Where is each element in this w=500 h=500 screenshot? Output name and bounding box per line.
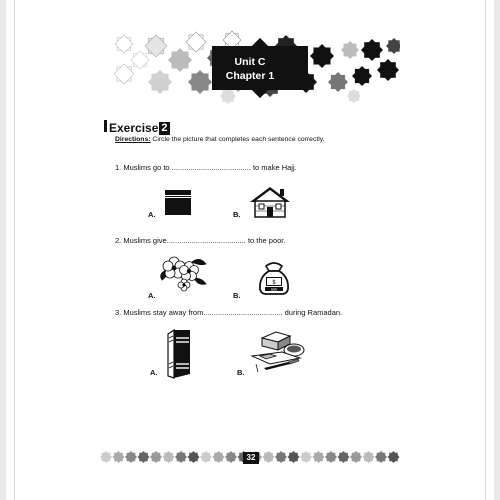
star-shape bbox=[362, 451, 374, 463]
star-shape bbox=[377, 59, 399, 81]
star-shape bbox=[175, 451, 187, 463]
exercise-number: 2 bbox=[161, 121, 168, 134]
star-shape bbox=[114, 64, 134, 84]
star-shape bbox=[262, 451, 274, 463]
star-shape bbox=[220, 88, 236, 104]
banner-title bbox=[190, 55, 310, 83]
star-shape bbox=[300, 451, 312, 463]
q3-option-b-label: B. bbox=[237, 368, 245, 377]
exercise-label: Exercise bbox=[109, 121, 159, 135]
star-shape bbox=[337, 451, 349, 463]
star-shape bbox=[162, 451, 174, 463]
unit-title: Unit C bbox=[234, 56, 266, 68]
svg-text:$: $ bbox=[272, 279, 276, 286]
chapter-title: Chapter 1 bbox=[225, 70, 275, 82]
star-shape bbox=[200, 451, 212, 463]
kaaba-icon[interactable] bbox=[163, 187, 193, 217]
right-margin-line bbox=[485, 0, 486, 500]
star-shape bbox=[275, 451, 287, 463]
question-1: 1. Muslims go to ...................................... to make Hajj. bbox=[115, 163, 297, 172]
star-shape bbox=[112, 451, 124, 463]
star-shape bbox=[187, 451, 199, 463]
star-shape bbox=[361, 39, 383, 61]
star-shape bbox=[312, 451, 324, 463]
left-margin-line bbox=[14, 0, 15, 500]
exercise-heading bbox=[104, 121, 170, 135]
star-shape bbox=[375, 451, 387, 463]
directions-label: Directions: bbox=[115, 136, 151, 143]
q2-option-a-label: A. bbox=[148, 291, 156, 300]
question-2: 2. Muslims give...................................... to the poor. bbox=[115, 236, 286, 245]
heading-marker bbox=[104, 120, 107, 132]
star-shape bbox=[137, 451, 149, 463]
left-gutter bbox=[0, 0, 6, 500]
star-shape bbox=[287, 451, 299, 463]
money-bag-icon[interactable] bbox=[256, 260, 292, 296]
star-shape bbox=[212, 451, 224, 463]
star-shape bbox=[352, 66, 372, 86]
star-shape bbox=[387, 451, 399, 463]
directions bbox=[115, 136, 325, 143]
q2-option-b-label: B. bbox=[233, 291, 241, 300]
star-shape bbox=[125, 451, 137, 463]
star-shape bbox=[168, 48, 192, 72]
star-shape bbox=[150, 451, 162, 463]
q1-option-b-label: B. bbox=[233, 210, 241, 219]
question-3: 3. Muslims stay away from...................................... during Ramadan. bbox=[115, 308, 343, 317]
star-shape bbox=[145, 35, 167, 57]
star-shape bbox=[115, 35, 133, 53]
star-shape bbox=[225, 451, 237, 463]
q1-option-a-label: A. bbox=[148, 210, 156, 219]
star-shape bbox=[100, 451, 112, 463]
star-shape bbox=[131, 51, 149, 69]
food-icon[interactable] bbox=[248, 330, 306, 374]
star-shape bbox=[186, 32, 206, 52]
svg-text:$$$: $$$ bbox=[270, 287, 278, 292]
star-shape bbox=[341, 41, 359, 59]
star-shape bbox=[350, 451, 362, 463]
star-shape bbox=[325, 451, 337, 463]
star-shape bbox=[347, 89, 361, 103]
book-icon[interactable] bbox=[166, 328, 192, 380]
page-number: 32 bbox=[243, 452, 259, 464]
star-shape bbox=[328, 72, 348, 92]
star-shape bbox=[148, 70, 172, 94]
flowers-icon[interactable] bbox=[158, 254, 208, 292]
q3-option-a-label: A. bbox=[150, 368, 158, 377]
right-gutter bbox=[494, 0, 500, 500]
star-shape bbox=[386, 38, 400, 54]
star-shape bbox=[310, 44, 334, 68]
house-icon[interactable] bbox=[248, 186, 292, 218]
directions-text: Circle the picture that completes each sentence correctly. bbox=[150, 136, 325, 143]
